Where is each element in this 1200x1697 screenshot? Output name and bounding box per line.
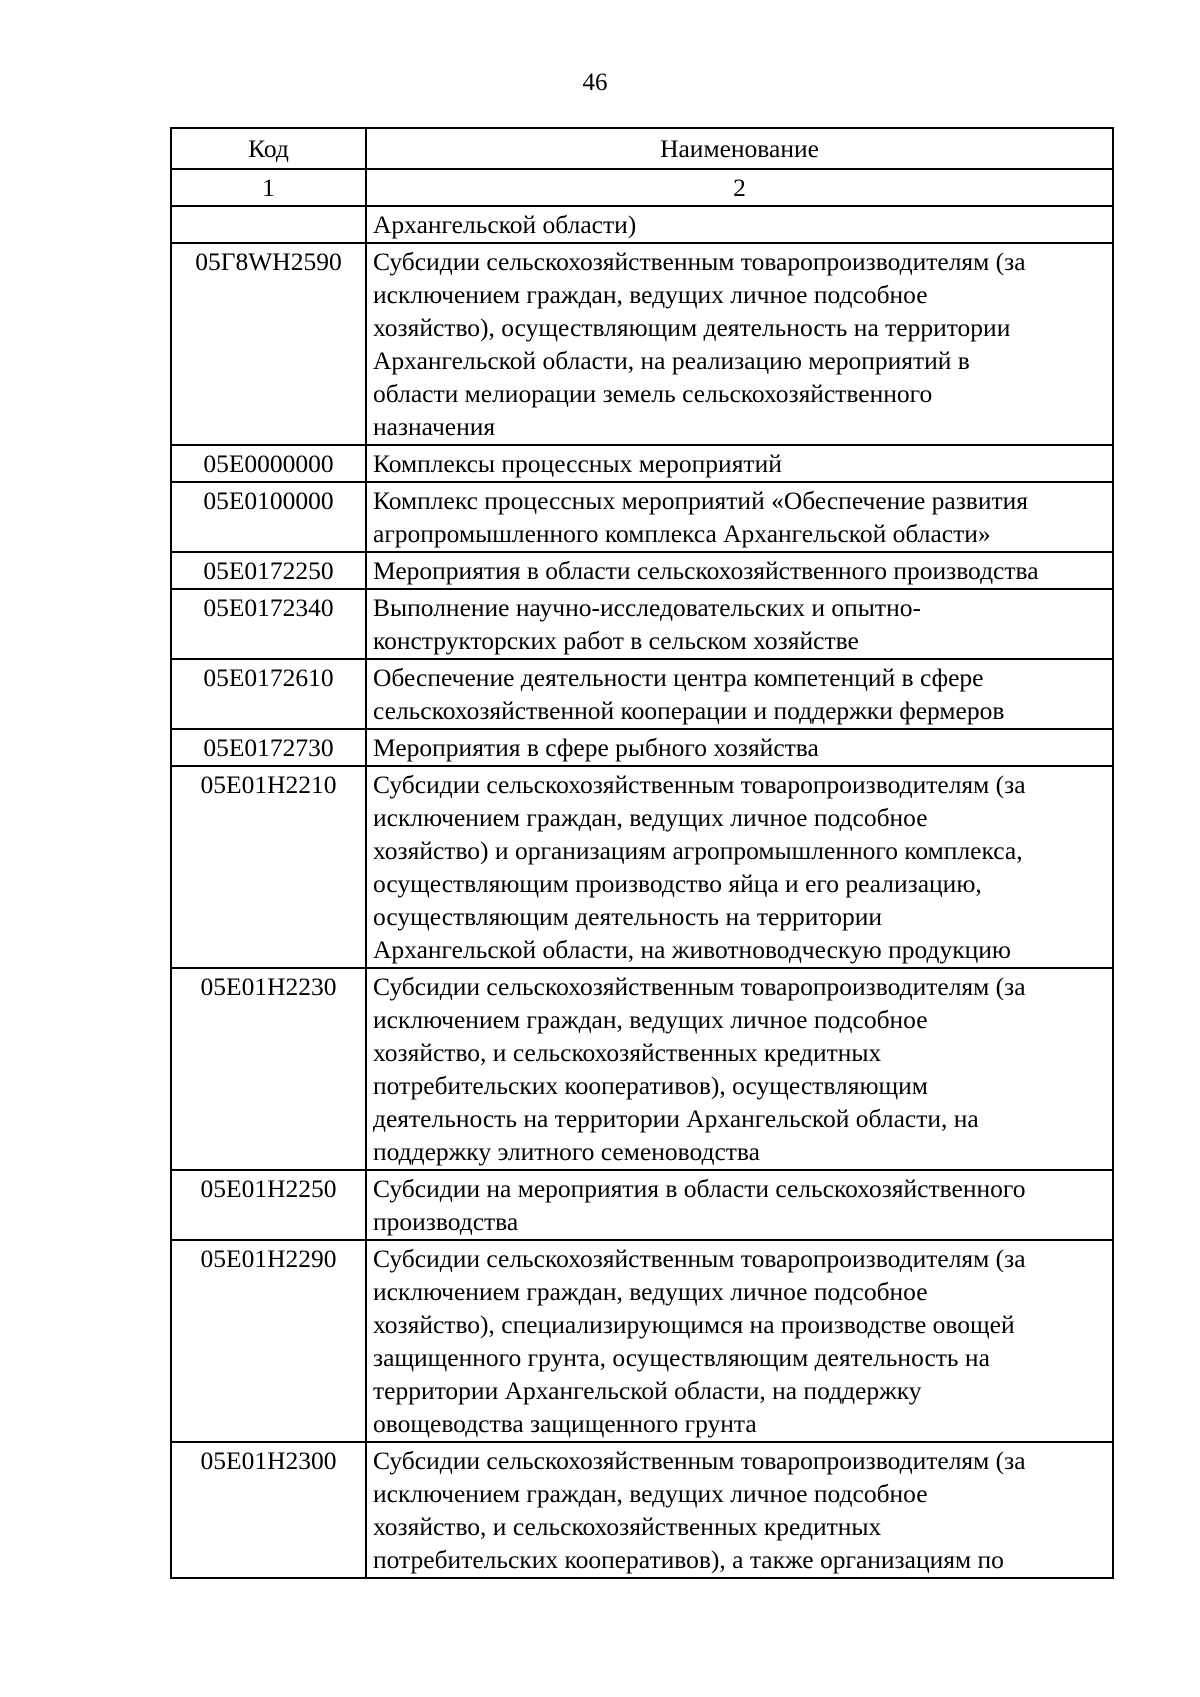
- index-row: [171, 169, 1113, 206]
- name-column-index: 2: [366, 169, 1113, 206]
- table-body: [171, 206, 1113, 1578]
- name-cell: Мероприятия в сфере рыбного хозяйства: [366, 729, 1113, 766]
- header-row: [171, 128, 1113, 169]
- table-row: [171, 1170, 1113, 1240]
- codes-table: [170, 127, 1114, 1579]
- name-column-header: Наименование: [366, 128, 1113, 169]
- code-cell: 05Е0172730: [171, 729, 366, 766]
- table-row: [171, 968, 1113, 1170]
- table-row: [171, 1240, 1113, 1442]
- code-column-header: Код: [171, 128, 366, 169]
- name-cell: Субсидии сельскохозяйственным товаропроизводителям (за исключением граждан, ведущих личное подсобное хозяйство), специализирующимся на производстве овощей защищенного грунта, осуществляющим деятельность на территории Архангельской области, на поддержку овощеводства защищенного грунта: [366, 1240, 1113, 1442]
- name-cell: Субсидии сельскохозяйственным товаропроизводителям (за исключением граждан, ведущих личное подсобное хозяйство), осуществляющим деятельность на территории Архангельской области, на реализацию мероприятий в области мелиорации земель сельскохозяйственного назначения: [366, 243, 1113, 445]
- name-cell: Мероприятия в области сельскохозяйственного производства: [366, 552, 1113, 589]
- code-cell: 05Е01Н2250: [171, 1170, 366, 1240]
- table-row: [171, 243, 1113, 445]
- code-cell: 05Е01Н2210: [171, 766, 366, 968]
- name-cell: Выполнение научно-исследовательских и опытно- конструкторских работ в сельском хозяйстве: [366, 589, 1113, 659]
- table-row: [171, 589, 1113, 659]
- name-cell: Архангельской области): [366, 206, 1113, 243]
- name-cell: Обеспечение деятельности центра компетенций в сфере сельскохозяйственной кооперации и поддержки фермеров: [366, 659, 1113, 729]
- table-row: [171, 552, 1113, 589]
- code-cell: [171, 206, 366, 243]
- code-column-index: 1: [171, 169, 366, 206]
- table-row: [171, 729, 1113, 766]
- name-cell: Субсидии сельскохозяйственным товаропроизводителям (за исключением граждан, ведущих личное подсобное хозяйство, и сельскохозяйственных кредитных потребительских кооперативов), осуществляющим деятельность на территории Архангельской области, на поддержку элитного семеноводства: [366, 968, 1113, 1170]
- code-cell: 05Е01Н2230: [171, 968, 366, 1170]
- name-cell: Субсидии сельскохозяйственным товаропроизводителям (за исключением граждан, ведущих личное подсобное хозяйство, и сельскохозяйственных кредитных потребительских кооперативов), а также организациям по: [366, 1442, 1113, 1578]
- name-cell: Субсидии сельскохозяйственным товаропроизводителям (за исключением граждан, ведущих личное подсобное хозяйство) и организациям агропромышленного комплекса, осуществляющим производство яйца и его реализацию, осуществляющим деятельность на территории Архангельской области, на животноводческую продукцию: [366, 766, 1113, 968]
- table-row: [171, 206, 1113, 243]
- table-row: [171, 659, 1113, 729]
- code-cell: 05Е01Н2290: [171, 1240, 366, 1442]
- name-cell: Комплекс процессных мероприятий «Обеспечение развития агропромышленного комплекса Архангельской области»: [366, 482, 1113, 552]
- code-cell: 05Е0172250: [171, 552, 366, 589]
- code-cell: 05Е0000000: [171, 445, 366, 482]
- table-row: [171, 766, 1113, 968]
- table-row: [171, 482, 1113, 552]
- code-cell: 05Г8WH2590: [171, 243, 366, 445]
- code-cell: 05Е0172340: [171, 589, 366, 659]
- name-cell: Комплексы процессных мероприятий: [366, 445, 1113, 482]
- table-header: [171, 128, 1113, 206]
- code-cell: 05Е0100000: [171, 482, 366, 552]
- table-row: [171, 1442, 1113, 1578]
- name-cell: Субсидии на мероприятия в области сельскохозяйственного производства: [366, 1170, 1113, 1240]
- code-cell: 05Е01Н2300: [171, 1442, 366, 1578]
- table-row: [171, 445, 1113, 482]
- code-cell: 05Е0172610: [171, 659, 366, 729]
- page-number: 46: [582, 69, 608, 96]
